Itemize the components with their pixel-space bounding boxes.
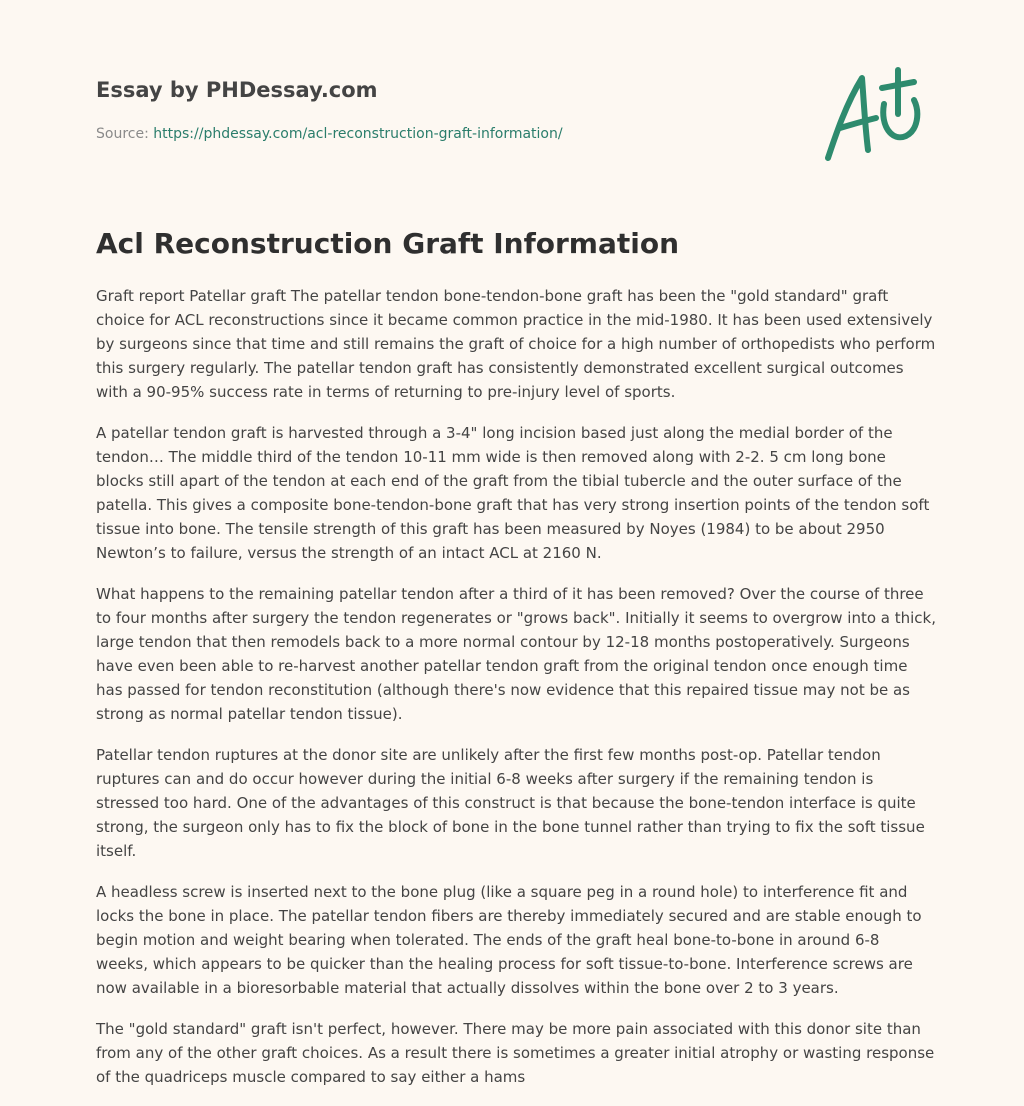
paragraph: Patellar tendon ruptures at the donor site are unlikely after the first few months post-op. Patellar tendon ruptures can and do occur however during the initial 6-8 weeks after surgery if the remaining tendon is stressed too hard. One of the advantages of this construct is that because the bone-tendon interface is quite strong, the surgeon only has to fix the block of bone in the bone tunnel rather than trying to fix the soft tissue itself. (96, 746, 925, 860)
source-link[interactable]: https://phdessay.com/acl-reconstruction-graft-information/ (153, 126, 563, 142)
page-header (96, 76, 796, 144)
a-plus-logo-icon (818, 64, 930, 164)
paragraph: Graft report Patellar graft The patellar tendon bone-tendon-bone graft has been the "gold standard" graft choice for ACL reconstructions since it became common practice in the mid-1980. It has been used extensively by surgeons since that time and still remains the graft of choice for a high number of orthopedists who perform this surgery regularly. The patellar tendon graft has consistently demonstrated excellent surgical outcomes with a 90-95% success rate in terms of returning to pre-injury level of sports. (96, 287, 936, 401)
source-label: Source: (96, 126, 149, 142)
source-line (96, 124, 796, 144)
paragraph: A patellar tendon graft is harvested through a 3-4" long incision based just along the medial border of the tendon… The middle third of the tendon 10-11 mm wide is then removed along with 2-2. 5 cm long bone blocks still apart of the tendon at each end of the graft from the tibial tubercle and the outer surface of the patella. This gives a composite bone-tendon-bone graft that has very strong insertion points of the tendon soft tissue into bone. The tensile strength of this graft has been measured by Noyes (1984) to be about 2950 Newton’s to failure, versus the strength of an intact ACL at 2160 N. (96, 424, 930, 562)
site-brand: Essay by PHDessay.com (96, 78, 378, 102)
article-title: Acl Reconstruction Graft Information (96, 227, 680, 260)
paragraph: What happens to the remaining patellar tendon after a third of it has been removed? Over the course of three to four months after surgery the tendon regenerates or "grows back". Initially it seems to overgrow into a thick, large tendon that then remodels back to a more normal contour by 12-18 months postoperatively. Surgeons have even been able to re-harvest another patellar tendon graft from the original tendon once enough time has passed for tendon reconstitution (although there's now evidence that this repaired tissue may not be as strong as normal patellar tendon tissue). (96, 585, 936, 723)
paragraph: A headless screw is inserted next to the bone plug (like a square peg in a round hole) to interference fit and locks the bone in place. The patellar tendon fibers are thereby immediately secured and are stable enough to begin motion and weight bearing when tolerated. The ends of the graft heal bone-to-bone in around 6-8 weeks, which appears to be quicker than the healing process for soft tissue-to-bone. Interference screws are now available in a bioresorbable material that actually dissolves within the bone over 2 to 3 years. (96, 883, 922, 997)
article-body (96, 284, 936, 1106)
paragraph: The "gold standard" graft isn't perfect, however. There may be more pain associated with this donor site than from any of the other graft choices. As a result there is sometimes a greater initial atrophy or wasting response of the quadriceps muscle compared to say either a hams (96, 1020, 935, 1086)
